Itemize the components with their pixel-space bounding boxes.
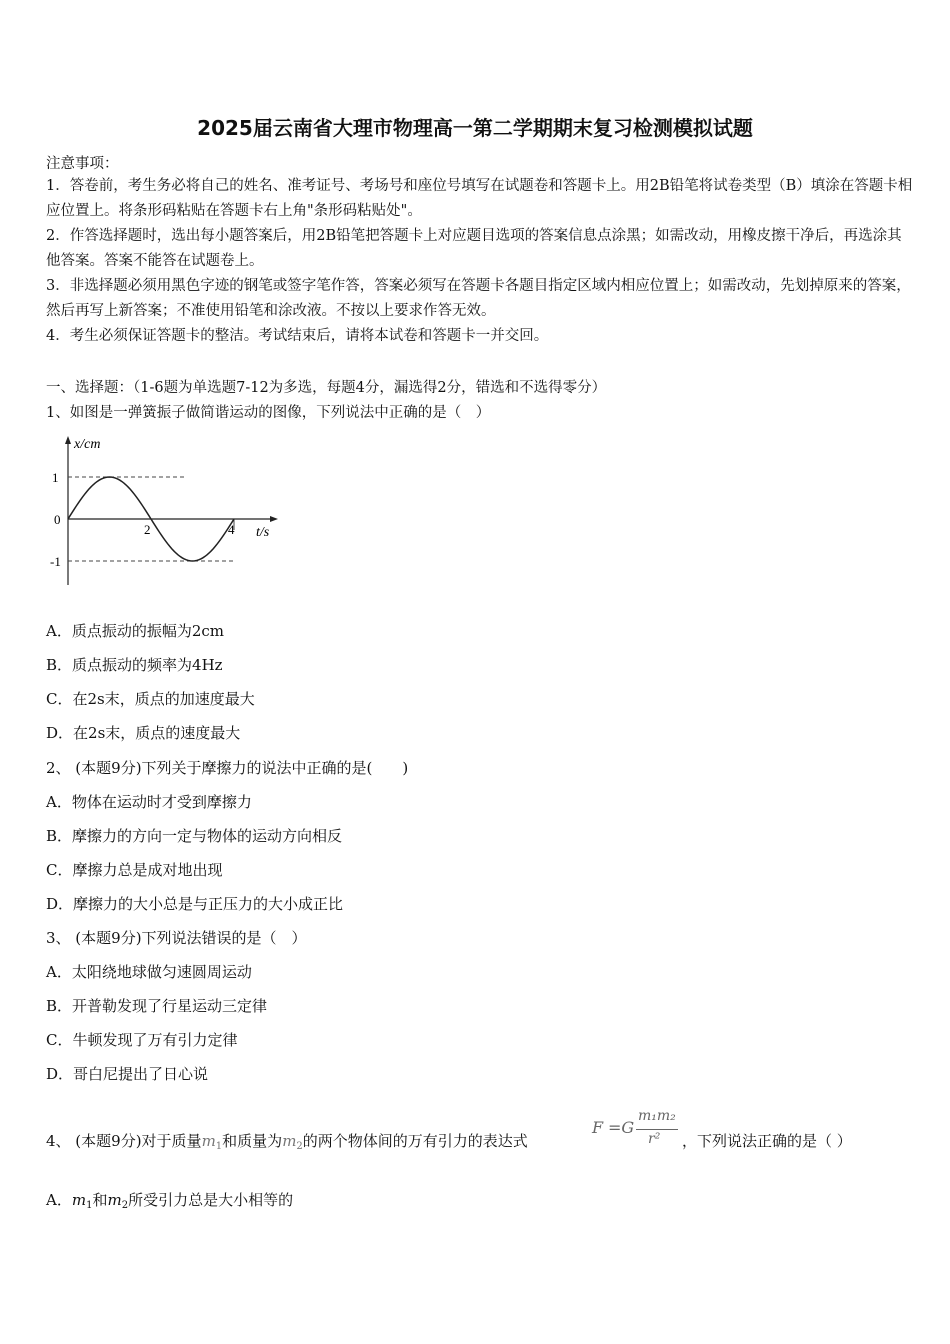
- y-tick-1: 1: [52, 470, 59, 485]
- formula-eq: =G: [608, 1118, 635, 1137]
- notice-item-1: 1．答卷前，考生务必将自己的姓名、准考证号、考场号和座位号填写在试题卷和答题卡上。用2B铅笔将试卷类型（B）填涂在答题卡相应位置上。将条形码粘贴在答题卡右上角"条形码粘贴处"。: [46, 178, 913, 219]
- notice-item-2: 2．作答选择题时，选出每小题答案后，用2B铅笔把答题卡上对应题目选项的答案信息点涂黑；如需改动，用橡皮擦干净后，再选涂其他答案。答案不能答在试题卷上。: [46, 228, 902, 269]
- q4-stem-part1: 4、 (本题9分)对于质量: [46, 1132, 202, 1150]
- q4-m1: m: [201, 1132, 216, 1150]
- q4-stem-part3: 的两个物体间的万有引力的表达式: [302, 1132, 528, 1150]
- section-heading: 一、选择题：（1-6题为单选题7-12为多选，每题4分，漏选得2分，错选和不选得零分）: [46, 380, 607, 396]
- x-tick-2: 2: [144, 522, 151, 537]
- y-tick-neg1: -1: [50, 554, 61, 569]
- q2-option-d: D．摩擦力的大小总是与正压力的大小成正比: [46, 895, 344, 913]
- q4-option-a-m1: m: [71, 1191, 87, 1209]
- q4-stem: [46, 1130, 528, 1152]
- q4-m2-sub: 2: [296, 1141, 303, 1152]
- q1-option-a: A．质点振动的振幅为2cm: [46, 622, 225, 640]
- notice-item-4: 4．考生必须保证答题卡的整洁。考试结束后，请将本试卷和答题卡一并交回。: [46, 328, 549, 344]
- q2-option-a: A．物体在运动时才受到摩擦力: [46, 793, 252, 811]
- formula-denominator: r²: [648, 1131, 661, 1147]
- q4-option-a-and: 和: [92, 1191, 108, 1209]
- y-tick-0: 0: [54, 512, 61, 527]
- notice-heading: 注意事项：: [46, 156, 119, 172]
- q3-option-d: D．哥白尼提出了日心说: [46, 1065, 209, 1083]
- q4-m2: m: [282, 1132, 297, 1150]
- q2-option-b: B．摩擦力的方向一定与物体的运动方向相反: [46, 827, 343, 845]
- y-axis-arrow-icon: [65, 436, 71, 444]
- x-axis-arrow-icon: [270, 516, 278, 522]
- q2-stem: 2、 (本题9分)下列关于摩擦力的说法中正确的是( ): [46, 759, 409, 777]
- formula-lhs: F: [592, 1118, 604, 1137]
- q4-option-a-m2-sub: 2: [121, 1200, 129, 1211]
- q2-option-c: C．摩擦力总是成对地出现: [46, 861, 223, 879]
- formula-numerator: m₁m₂: [638, 1108, 676, 1124]
- x-axis-label: t/s: [256, 525, 270, 540]
- page-title: 2025届云南省大理市物理高一第二学期期末复习检测模拟试题: [197, 116, 753, 140]
- q4-option-a-rest: 所受引力总是大小相等的: [128, 1191, 294, 1209]
- q4-m1-sub: 1: [215, 1141, 223, 1152]
- shm-graph: [44, 430, 294, 590]
- q1-option-d: D．在2s末，质点的速度最大: [46, 724, 241, 742]
- notice-item-3: 3．非选择题必须用黑色字迹的钢笔或签字笔作答，答案必须写在答题卡各题目指定区域内相应位置上；如需改动，先划掉原来的答案，然后再写上新答案；不准使用铅笔和涂改液。不按以上要求作答无效。: [46, 278, 911, 319]
- q1-option-b: B．质点振动的频率为4Hz: [46, 656, 223, 674]
- x-tick-4: 4: [228, 522, 235, 537]
- q1-stem: 1、如图是一弹簧振子做简谐运动的图像，下列说法中正确的是（ ）: [46, 405, 491, 421]
- q3-option-b: B．开普勒发现了行星运动三定律: [46, 997, 268, 1015]
- q4-option-a-m1-sub: 1: [86, 1200, 93, 1211]
- q3-stem: 3、 (本题9分)下列说法错误的是（ ）: [46, 929, 307, 947]
- y-axis-label: x/cm: [74, 437, 101, 452]
- q4-stem-part4: ，下列说法正确的是（ ）: [682, 1132, 852, 1150]
- q4-option-a-m2: m: [107, 1191, 122, 1209]
- q1-option-c: C．在2s末，质点的加速度最大: [46, 690, 255, 708]
- q3-option-c: C．牛顿发现了万有引力定律: [46, 1031, 238, 1049]
- q4-option-a-prefix: A．: [46, 1191, 72, 1209]
- q3-option-a: A．太阳绕地球做匀速圆周运动: [46, 963, 252, 981]
- gravitation-formula: [590, 1108, 685, 1152]
- formula-fraction-bar: [636, 1129, 678, 1130]
- q4-option-a: [46, 1189, 293, 1211]
- q4-stem-part2: 和质量为: [222, 1132, 283, 1150]
